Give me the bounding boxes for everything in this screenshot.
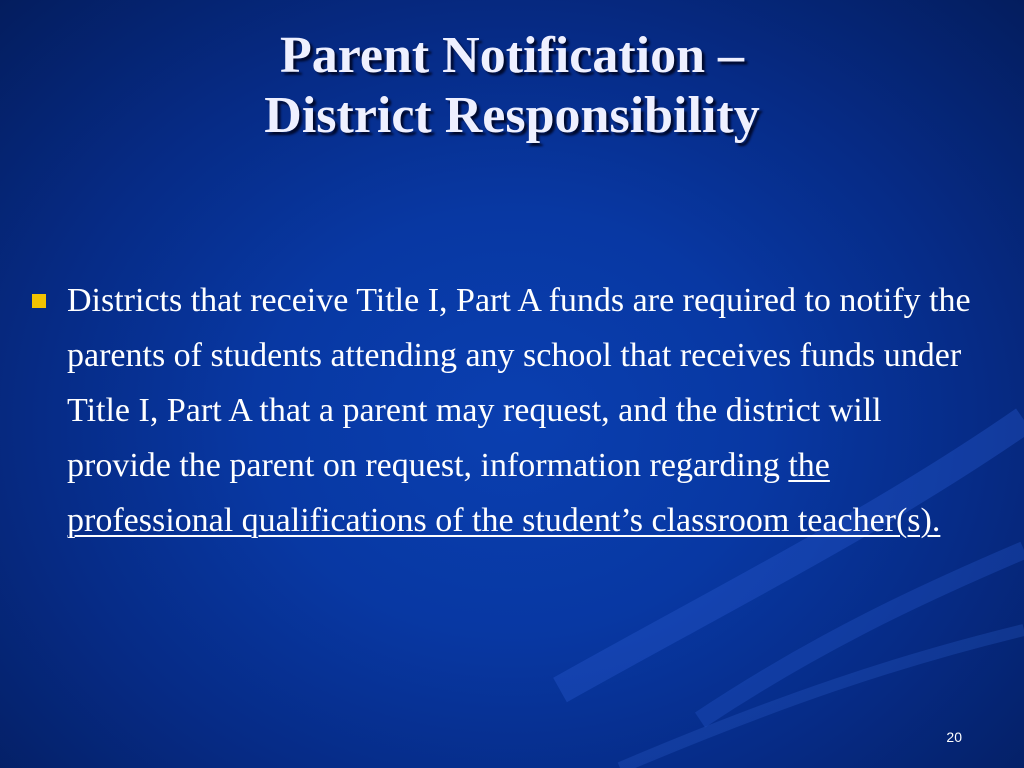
bullet-text: Districts that receive Title I, Part A funds are required to notify the parents of students attending any school that receives funds under Title I, Part A that a parent may request, and the district will provide the parent on request, information regarding — [67, 282, 971, 484]
square-bullet-icon — [32, 294, 46, 308]
slide-title-line-2: District Responsibility — [264, 87, 760, 144]
bullet-underlined-text: the professional qualifications of the student’s classroom teacher(s). — [67, 447, 941, 539]
bullet-item — [28, 273, 978, 548]
slide-number: 20 — [946, 729, 962, 745]
bullet-list — [28, 273, 978, 548]
slide-title-line-1: Parent Notification – — [279, 27, 745, 84]
slide-title — [0, 26, 1024, 146]
